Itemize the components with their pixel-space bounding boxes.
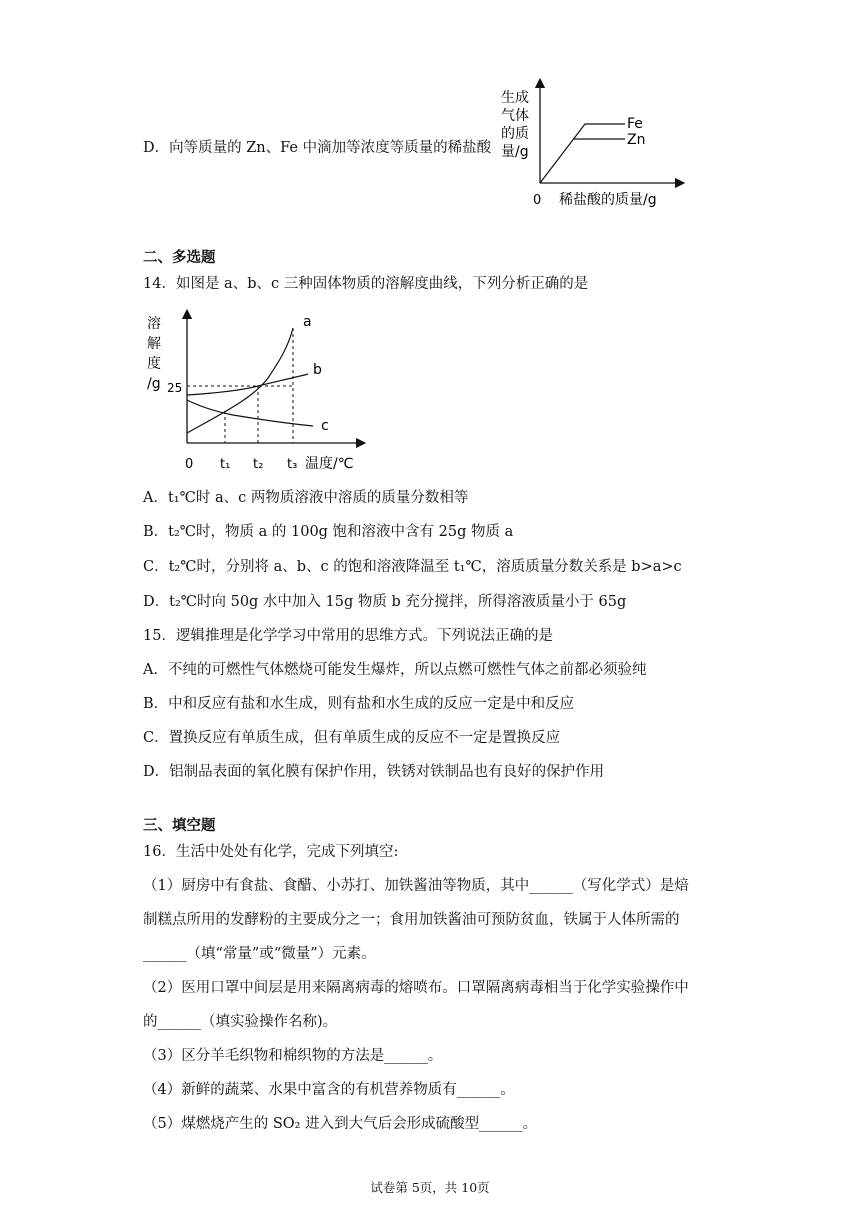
q15-option-b: B．中和反应有盐和水生成，则有盐和水生成的反应一定是中和反应 <box>143 696 575 712</box>
page-footer: 试卷第 5页，共 10页 <box>370 1180 490 1195</box>
q13-fe-label: Fe <box>627 116 643 132</box>
q13-origin: 0 <box>533 193 542 208</box>
section-multiple-choice-title: 二、多选题 <box>143 250 216 266</box>
q14-ylabel-1: 溶 <box>147 316 161 332</box>
q16-line-8: （5）煤燃烧产生的 SO₂ 进入到大气后会形成硫酸型______。 <box>143 1116 538 1132</box>
q16-line-2: 制糕点所用的发酵粉的主要成分之一；食用加铁酱油可预防贫血，铁属于人体所需的 <box>143 912 680 928</box>
q16-stem: 16．生活中处处有化学，完成下列填空: <box>143 844 399 860</box>
q16-line-5: 的______（填实验操作名称)。 <box>143 1014 338 1030</box>
q14-option-a: A．t₁℃时 a、c 两物质溶液中溶质的质量分数相等 <box>143 490 469 506</box>
q14-option-c: C．t₂℃时，分别将 a、b、c 的饱和溶液降温至 t₁℃，溶质质量分数关系是 b>a>c <box>143 559 682 575</box>
q13-ylabel-4: 量/g <box>501 144 529 160</box>
q16-line-1: （1）厨房中有食盐、食醋、小苏打、加铁酱油等物质，其中______（写化学式）是焙 <box>143 878 689 894</box>
q15-stem: 15．逻辑推理是化学学习中常用的思维方式。下列说法正确的是 <box>143 628 553 644</box>
q15-option-d: D．铝制品表面的氧化膜有保护作用，铁锈对铁制品也有良好的保护作用 <box>143 764 605 780</box>
q13-xlabel: 稀盐酸的质量/g <box>559 192 657 208</box>
q13-option-d: D．向等质量的 Zn、Fe 中滴加等浓度等质量的稀盐酸 <box>143 140 492 156</box>
q14-ylabel-2: 解 <box>147 336 161 352</box>
q15-option-c: C．置换反应有单质生成，但有单质生成的反应不一定是置换反应 <box>143 730 561 746</box>
q14-curve-a <box>187 328 293 433</box>
q14-origin: 0 <box>185 457 194 472</box>
q14-label-a: a <box>303 314 312 330</box>
q14-xtick-t2: t₂ <box>253 457 264 472</box>
q14-label-c: c <box>321 418 329 434</box>
q16-line-7: （4）新鲜的蔬菜、水果中富含的有机营养物质有______。 <box>143 1082 515 1098</box>
q13-fe-line <box>540 124 625 183</box>
q13-ylabel-1: 生成 <box>501 90 529 106</box>
q14-curve-b <box>187 374 308 395</box>
q15-option-a: A．不纯的可燃性气体燃烧可能发生爆炸，所以点燃可燃性气体之前都必须验纯 <box>143 662 647 678</box>
q13-ylabel-2: 气体 <box>501 108 529 124</box>
q14-stem: 14．如图是 a、b、c 三种固体物质的溶解度曲线，下列分析正确的是 <box>143 276 589 292</box>
section-fill-blank-title: 三、填空题 <box>143 818 216 834</box>
q14-ylabel-4: /g <box>147 376 161 392</box>
q16-line-6: （3）区分羊毛织物和棉织物的方法是______。 <box>143 1048 443 1064</box>
q14-solubility-chart <box>143 308 373 473</box>
q13-ylabel-3: 的质 <box>501 126 529 142</box>
q14-option-d: D．t₂℃时向 50g 水中加入 15g 物质 b 充分搅拌，所得溶液质量小于 65g <box>143 594 627 610</box>
q16-line-4: （2）医用口罩中间层是用来隔离病毒的熔喷布。口罩隔离病毒相当于化学实验操作中 <box>143 980 689 996</box>
q14-ytick-25: 25 <box>167 381 183 395</box>
q13-gas-chart <box>495 78 695 218</box>
q14-ylabel-3: 度 <box>147 356 161 372</box>
q14-option-b: B．t₂℃时，物质 a 的 100g 饱和溶液中含有 25g 物质 a <box>143 524 514 540</box>
q13-zn-label: Zn <box>627 132 646 148</box>
q14-xlabel: 温度/℃ <box>305 456 354 472</box>
q14-xtick-t1: t₁ <box>220 457 231 472</box>
q16-line-3: ______（填“常量”或“微量”）元素。 <box>143 946 376 962</box>
q14-xtick-t3: t₃ <box>287 457 298 472</box>
q14-label-b: b <box>313 362 322 378</box>
